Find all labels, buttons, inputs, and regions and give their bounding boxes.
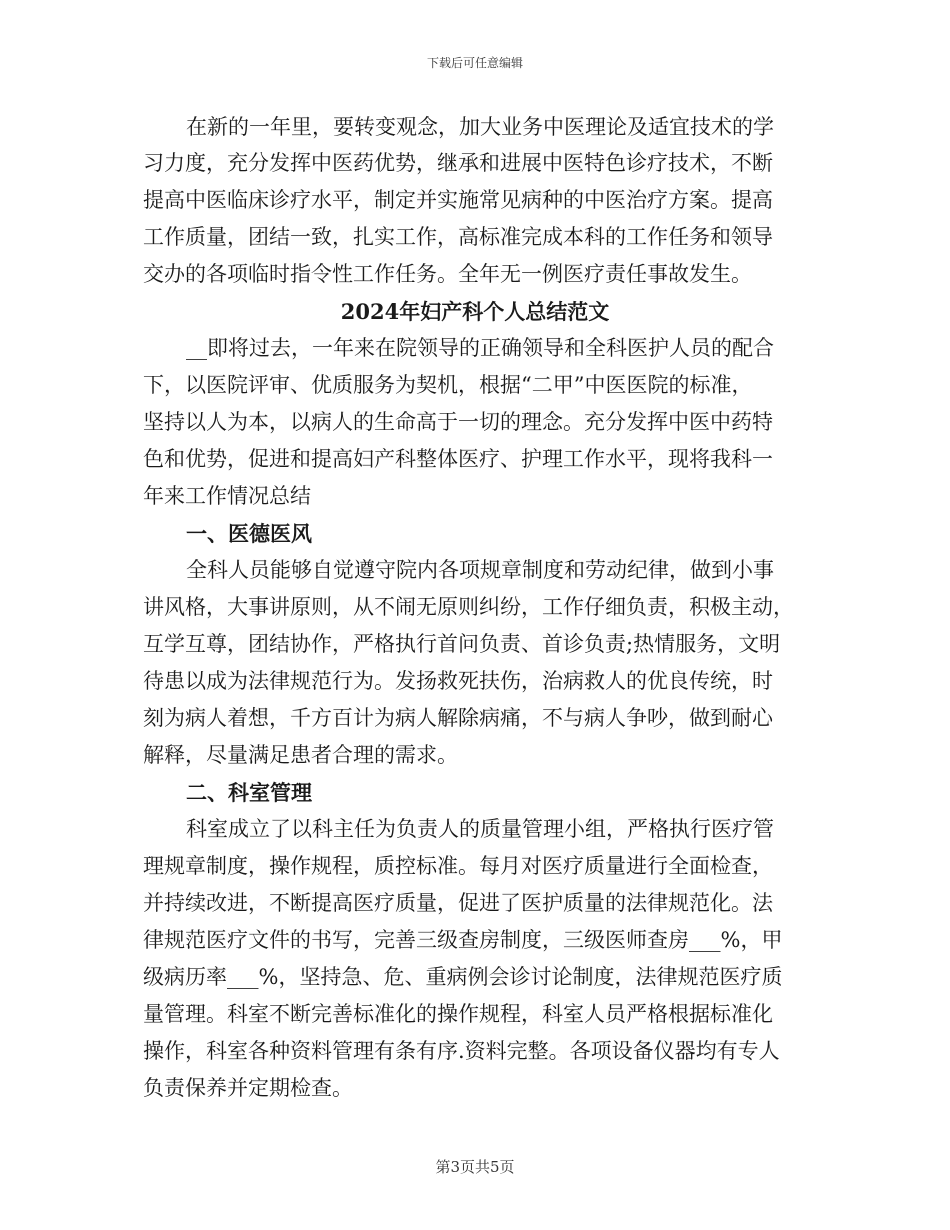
paragraph-line: 刻为病人着想，千方百计为病人解除病痛，不与病人争吵，做到耐心 <box>143 706 773 730</box>
paragraph-line: 色和优势，促进和提高妇产科整体医疗、护理工作水平，现将我科一 <box>143 447 773 471</box>
section-heading: 一、医德医风 <box>186 521 312 546</box>
paragraph-line: 习力度，充分发挥中医药优势，继承和进展中医特色诊疗技术，不断 <box>143 151 773 175</box>
paragraph-line: 并持续改进，不断提高医疗质量，促进了医护质量的法律规范化。法 <box>143 891 773 915</box>
paragraph-line: 工作质量，团结一致，扎实工作，高标准完成本科的工作任务和领导 <box>143 225 773 249</box>
paragraph-line: __即将过去，一年来在院领导的正确领导和全科医护人员的配合 <box>186 336 774 360</box>
page-footer: 第3页共5页 <box>435 1158 515 1176</box>
paragraph-line: 在新的一年里，要转变观念，加大业务中医理论及适宜技术的学 <box>186 115 774 139</box>
page-header: 下载后可任意编辑 <box>426 56 523 70</box>
paragraph-line: 律规范医疗文件的书写，完善三级查房制度，三级医师查房___%，甲 <box>143 928 783 952</box>
paragraph-line: 操作，科室各种资料管理有条有序.资料完整。各项设备仪器均有专人 <box>143 1039 780 1063</box>
paragraph-line: 解释，尽量满足患者合理的需求。 <box>143 743 458 767</box>
paragraph-line: 全科人员能够自觉遵守院内各项规章制度和劳动纪律，做到小事 <box>186 558 774 582</box>
paragraph-line: 坚持以人为本，以病人的生命高于一切的理念。充分发挥中医中药特 <box>143 410 773 434</box>
paragraph-line: 讲风格，大事讲原则，从不闹无原则纠纷，工作仔细负责，积极主动， <box>143 595 794 619</box>
paragraph-line: 交办的各项临时指令性工作任务。全年无一例医疗责任事故发生。 <box>143 262 752 286</box>
paragraph-line: 科室成立了以科主任为负责人的质量管理小组，严格执行医疗管 <box>186 817 774 841</box>
paragraph-line: 待患以成为法律规范行为。发扬救死扶伤，治病救人的优良传统，时 <box>143 669 773 693</box>
paragraph-line: 年来工作情况总结 <box>143 484 311 508</box>
paragraph-line: 提高中医临床诊疗水平，制定并实施常见病种的中医治疗方案。提高 <box>143 188 773 212</box>
section-heading: 二、科室管理 <box>186 780 312 805</box>
paragraph-line: 互学互尊，团结协作，严格执行首问负责、首诊负责;热情服务，文明 <box>143 632 781 656</box>
paragraph-line: 理规章制度，操作规程，质控标准。每月对医疗质量进行全面检查， <box>143 854 773 878</box>
paragraph-line: 量管理。科室不断完善标准化的操作规程，科室人员严格根据标准化 <box>143 1002 773 1026</box>
paragraph-line: 级病历率___%，坚持急、危、重病例会诊讨论制度，法律规范医疗质 <box>143 965 783 989</box>
paragraph-line: 负责保养并定期检查。 <box>143 1076 353 1100</box>
document-title: 2024年妇产科个人总结范文 <box>340 299 610 324</box>
paragraph-line: 下，以医院评审、优质服务为契机，根据“二甲”中医医院的标准， <box>143 373 753 397</box>
